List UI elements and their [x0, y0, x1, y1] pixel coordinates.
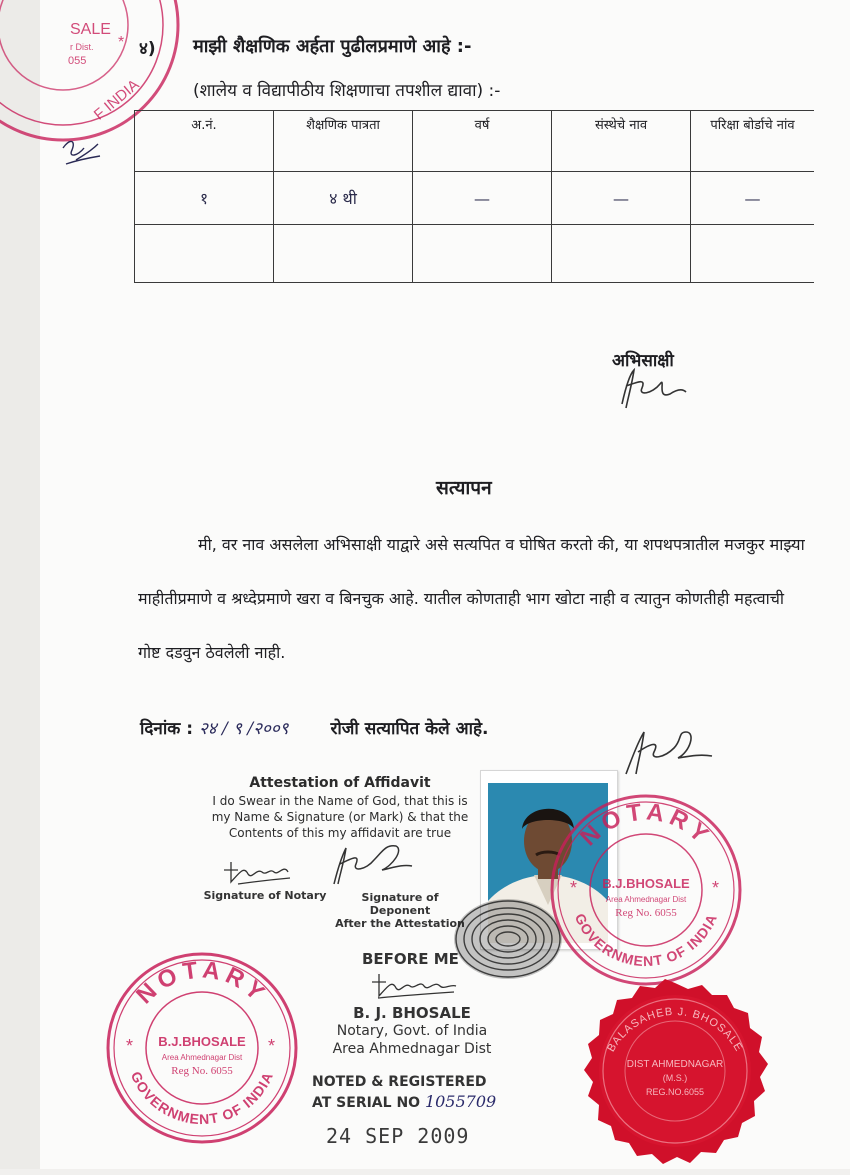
- star-icon: *: [118, 34, 125, 51]
- deponent-signature: [612, 364, 692, 414]
- seal-ring-text: BALASAHEB J. BHOSALE: [605, 1005, 745, 1055]
- notary-details: [312, 1004, 512, 1058]
- scan-margin: [0, 0, 40, 1169]
- star-icon: *: [268, 1036, 276, 1056]
- star-icon: *: [570, 878, 578, 898]
- table-cell-empty: [691, 225, 815, 283]
- svg-text:NOTARY: [575, 798, 717, 851]
- deponent-signature-verification: [620, 722, 720, 782]
- date-value: २४ / ९ /२००९: [198, 719, 289, 739]
- attestation-line-3: Contents of this my affidavit are true: [228, 826, 452, 840]
- before-me-label: BEFORE ME: [362, 950, 459, 968]
- notary-signature-before-me: [368, 968, 468, 1004]
- column-header-institution: संस्थेचे नाव: [552, 111, 691, 172]
- stamp-left-reg: Reg No. 6055: [171, 1065, 233, 1077]
- point-subheading: (शालेय व विद्यापीठीय शिक्षणाचा तपशील द्यावा) :-: [193, 81, 501, 101]
- notary-stamp-right: [546, 790, 746, 990]
- stamp-right-reg: Reg No. 6055: [615, 907, 677, 919]
- attestation-text: [200, 793, 480, 841]
- attestation-line-1: I do Swear in the Name of God, that this is: [212, 794, 468, 808]
- stamp-left-bottom-text: GOVERNMENT OF INDIA: [127, 1068, 277, 1128]
- stamp-left-name: B.J.BHOSALE: [158, 1034, 246, 1049]
- stamp-right-name: B.J.BHOSALE: [602, 876, 690, 891]
- stamp-right-top-text: NOTARY: [575, 798, 717, 852]
- registration-serial-label: AT SERIAL NO: [312, 1095, 421, 1111]
- star-icon: *: [126, 1036, 134, 1056]
- table-row: [135, 172, 815, 225]
- table-cell-empty: [274, 225, 413, 283]
- stamp-left-area: Area Ahmednagar Dist: [161, 1053, 243, 1062]
- seal-line-3: REG.NO.6055: [645, 1087, 705, 1097]
- table-cell-board: —: [691, 172, 815, 225]
- stamp-partial-text-4: F INDIA: [90, 76, 143, 124]
- notary-name: B. J. BHOSALE: [353, 1004, 471, 1022]
- column-header-board: परिक्षा बोर्डाचे नांव: [691, 111, 815, 172]
- verification-title: सत्यापन: [436, 477, 492, 499]
- notary-signature-caption: Signature of Notary: [203, 889, 327, 902]
- table-row-empty: [135, 225, 815, 283]
- verification-paragraph: मी, वर नाव असलेला अभिसाक्षी याद्वारे असे सत्यपित व घोषित करतो की, या शपथपत्रातील मजकुर माझ्या माहीतीप्रमाणे व श्रध्देप्रमाणे खरा व बिनचुक आहे. यातील कोणताही भाग खोटा नाही व त्यातुन कोणतीही महत्वाची गोष्ट दडवुन ठेवलेली नाही.: [138, 535, 805, 662]
- column-header-qualification: शैक्षणिक पात्रता: [274, 111, 413, 172]
- stamp-partial-text-1: SALE: [70, 21, 111, 38]
- seal-line-1: DIST AHMEDNAGAR: [626, 1059, 724, 1070]
- table-cell-empty: [552, 225, 691, 283]
- point-number: ४): [139, 39, 156, 59]
- notary-title: Notary, Govt. of India: [336, 1023, 488, 1039]
- deponent-caption-line-1: Signature of Deponent: [361, 891, 439, 917]
- table-cell-institution: —: [552, 172, 691, 225]
- table-cell-empty: [413, 225, 552, 283]
- table-header-row: [135, 111, 815, 172]
- table-cell-qualification: ४ थी: [274, 172, 413, 225]
- education-table: [134, 110, 814, 283]
- date-suffix: रोजी सत्यापित केले आहे.: [330, 719, 489, 739]
- registration-details: [312, 1072, 496, 1113]
- registration-serial-number: 1055709: [424, 1092, 497, 1111]
- attestation-title: Attestation of Affidavit: [249, 775, 431, 791]
- initials-signature: [58, 130, 108, 170]
- deponent-caption-line-2: After the Attestation: [335, 917, 465, 930]
- verification-date-line: [140, 716, 488, 739]
- table-cell-empty: [135, 225, 274, 283]
- deponent-label: अभिसाक्षी: [612, 351, 674, 371]
- registration-line-1: NOTED & REGISTERED: [312, 1074, 487, 1090]
- notary-area: Area Ahmednagar Dist: [332, 1041, 492, 1057]
- deponent-signature-attestation: [326, 838, 416, 888]
- registration-line-2: [312, 1092, 496, 1113]
- red-wax-seal: [560, 975, 790, 1175]
- table-cell-year: —: [413, 172, 552, 225]
- seal-line-2: (M.S.): [662, 1073, 688, 1083]
- table-cell-serial: १: [135, 172, 274, 225]
- stamp-partial-text-3: 055: [68, 55, 87, 67]
- notary-stamp-left: [102, 948, 302, 1148]
- attestation-block: [200, 775, 480, 841]
- column-header-year: वर्ष: [413, 111, 552, 172]
- star-icon: *: [712, 878, 720, 898]
- stamp-right-area: Area Ahmednagar Dist: [605, 895, 687, 904]
- stamp-right-bottom-text: GOVERNMENT OF INDIA: [571, 910, 721, 970]
- stamp-partial-text-2: r Dist.: [70, 42, 94, 52]
- attestation-line-2: my Name & Signature (or Mark) & that the: [211, 810, 469, 824]
- registration-date-stamp: 24 SEP 2009: [326, 1124, 470, 1148]
- point-heading: माझी शैक्षणिक अर्हता पुढीलप्रमाणे आहे :-: [193, 36, 472, 57]
- column-header-serial: अ.नं.: [135, 111, 274, 172]
- date-label: दिनांक :: [140, 719, 194, 739]
- notary-signature: [218, 850, 298, 890]
- stamp-left-top-text: NOTARY: [131, 956, 273, 1010]
- svg-text:NOTARY: [131, 956, 273, 1009]
